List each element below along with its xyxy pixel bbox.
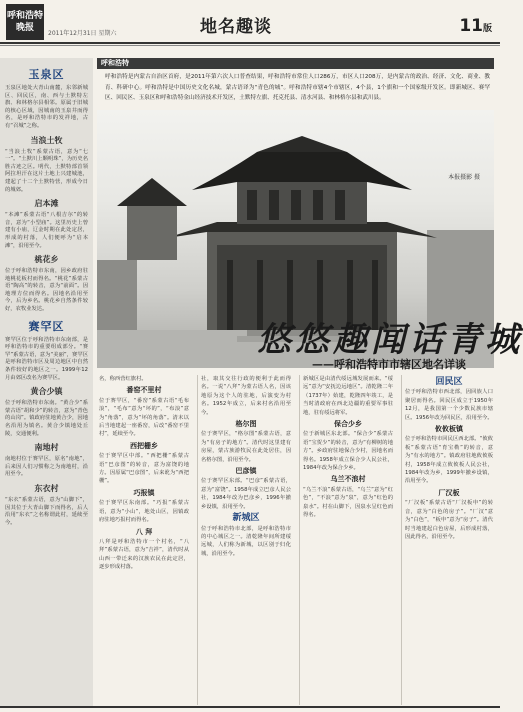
column-divider [299, 375, 300, 705]
column-paragraph: 位于赛罕区，“番窑”系蒙古语“毛布浪”，“毛布”意为“坏的”，“布浪”意为“角落”，意为“坏的角落”。清末以后当地建起一座番窑，后改“番窑不里村”，延续至今。 [99, 397, 189, 438]
masthead [0, 0, 500, 46]
subheadline: ——呼和浩特市市辖区地名详谈 [312, 358, 466, 371]
column-paragraph: 位于赛罕区东部。“巴彦”系蒙古语，意为“富饶”。1958年成立巴彦人民公社，1984年改为巴彦乡，1996年撤乡设镇，沿用至今。 [201, 478, 291, 510]
temple-photo [97, 110, 523, 371]
sidebar-entry [5, 66, 88, 131]
sidebar-entry [5, 483, 88, 527]
sidebar-entry-text: 位于呼和浩特市东南，因乡政府驻地桃花板村而得名。“桃花”系蒙古语“陶高”的转音，意为“前面”。因地理方位而得名。因地名沿用至今，后为乡名。桃花乡自然条件较好，农牧业发达。 [5, 268, 88, 313]
column-paragraph: 位于赛罕区，“格尔图”系蒙古语，意为“有房子的地方”。清代时这里建有房屋，蒙古族游牧民在此处居住，因名格尔图，沿用至今。 [201, 431, 291, 463]
text-column [99, 375, 189, 706]
column-paragraph: 社，取其交往行政的便利于此而得名。一说“八拜”为蒙古语人名，因该地原为这个人的驻地，后演变为村名。1952年成立，后来村名沿用至今。 [201, 376, 291, 416]
column-paragraph: 位于赛罕区中部。“西把栅”系蒙古语“巴彦图”的转音，意为富饶的地方。因原属“巴彦图”，后来讹为“西把栅”。 [99, 453, 189, 485]
column-subheading: 西把栅乡 [130, 440, 158, 450]
sidebar-entry-title: 启本滩 [34, 198, 59, 209]
photo-credit: 本报摄影 摄 [448, 174, 480, 181]
sidebar-entry-title: 桃花乡 [34, 254, 59, 265]
column-paragraph: 位于呼和浩特市回民区西北部。“攸攸板”系蒙古语“育宝勒”的转音，意为“有水的地方”。镇政府驻地攸攸板村，1958年成立攸攸板人民公社，1984年改为乡，1999年撤乡设镇，沿用至今。 [405, 436, 493, 485]
sidebar-entry [5, 318, 88, 383]
column-paragraph: “厂汉板”系蒙古语“厂汉板申”的转音，意为“白色的房子”。“厂汉”意为“白色”，“板申”意为“房子”。清代时当地建起白色房屋，后形成村落，因此得名，沿用至今。 [405, 500, 493, 540]
sidebar-entry [5, 442, 88, 479]
column-paragraph: 位于呼和浩特市西北部，因回族人口聚居而得名。回民区成立于1950年12月，是我国第一个少数民族市辖区。1956年改为回民区，沿用至今。 [405, 389, 493, 421]
top-rule [0, 42, 500, 44]
sidebar-entry-title: 南地村 [34, 442, 59, 453]
lead-paragraph: 呼和浩特是内蒙古自治区首府，是2011年第六次人口普查结果，呼和浩特市常住人口286万，市区人口208万，是内蒙古的政治、经济、文化、商业、教育、科研中心。呼和浩特是中国历史文化名城，蒙古语译为“青色的城”。呼和浩特市辖4个市辖区，4个县，1个旗和一个国家级开发区。即新城区、赛罕区、回民区、玉泉区和呼和浩特金山经济技术开发区，土默特左旗、托克托县、清水河县、和林格尔县和武川县。 [105, 74, 490, 101]
column-paragraph: “乌兰不浪”系蒙古语，“乌兰”意为“红色”，“不浪”意为“泉”，意为“红色的泉水”。村在山脚下，因泉水呈红色而得名。 [303, 486, 393, 519]
page-number-suffix: 版 [482, 24, 492, 34]
column-subheading: 巴彦镇 [235, 466, 257, 476]
column-paragraph: 位于新城区东北部。“保合少”系蒙古语“宝贺少”的转音，意为“有柳树的地方”。乡政府驻地保合少村，因地名而得名。1958年成立保合少人民公社，1984年改为保合少乡。 [303, 431, 393, 472]
newspaper-logo: 呼和浩特晚报 [6, 4, 44, 40]
page-number-value: 11 [459, 16, 483, 36]
issue-date: 2011年12月31日 星期六 [48, 30, 117, 37]
column-subheading: 巧报镇 [133, 487, 155, 497]
sidebar-entry [5, 135, 88, 195]
sidebar-entry-title: 玉泉区 [28, 68, 65, 81]
column-paragraph: 名，称西营红旗村。 [99, 376, 147, 382]
sidebar-entry [5, 386, 88, 438]
sidebar-entry-text: 赛罕区位于呼和浩特市东南部，是呼和浩特市的重要组成部分。“赛罕”系蒙古语，意为“美丽”，赛罕区是呼和浩特市区及周边地区中自然条件较好的地区之一。1999年12月由郊区改名为赛罕区。 [5, 336, 88, 381]
sidebar-entry-title: 东衣村 [34, 482, 59, 493]
sidebar-entry-text: “东衣”系蒙古语，意为“山脚下”，因其位于大青山脚下而得名，后人沿用“东衣”之名称谓此村，延续至今。 [5, 496, 88, 526]
page-number [459, 16, 492, 36]
sidebar-entry-text: “当浪土牧”系蒙古语，意为“七一”。“土默川上颗明珠”，为历史名胜古迹之区。明代，土默特部首领阿拉坦汗在这片土地上兴建城池，建起了十二个土默特营，形成今日的城郊。 [5, 148, 88, 193]
column-paragraph: 位于赛罕区东南部。“巧报”系蒙古语，意为“小山”，地处山区，因镇政府驻地巧报村而得名。 [99, 500, 189, 524]
sidebar-entry-title: 黄合少镇 [30, 386, 63, 397]
column-subheading: 厂汉板 [438, 487, 460, 497]
bottom-rule [0, 706, 500, 708]
column-paragraph: 新城区是由清代绥远城发展而来。“绥远”意为“安抚边远地区”。清乾隆二年（1737年）始建，乾隆四年竣工，是当时清政府在西北边疆的重要军事驻地，驻有绥远将军。 [303, 376, 393, 416]
column-subheading: 回民区 [435, 377, 463, 387]
column-paragraph: 八拜是呼和浩特市一个村名，“八拜”系蒙古语，意为“吉祥”，清代时从山西一带迁来的汉族农民在此定居，逐步形成村落。 [99, 538, 189, 571]
column-subheading: 新城区 [232, 513, 260, 524]
main-headline: 悠悠趣闻话青城 [257, 320, 523, 360]
sidebar-entry-title: 当浪土牧 [30, 134, 63, 145]
column-paragraph: 位于呼和浩特市北部，是呼和浩特市的中心城区之一。清乾隆年间所建绥远城，人们称为新城，以区别于归化城，沿用至今。 [201, 525, 291, 557]
sidebar-entry-text: 位于呼和浩特市东南。“黄合少”系蒙古语“胡和少”的转音，意为“青色的山岗”。镇政府驻地黄合少，因地名沿用为镇名。黄合少镇地处丘陵，交通便利。 [5, 400, 88, 437]
left-sidebar [0, 58, 93, 706]
column-divider [197, 375, 198, 705]
sidebar-entry-text: 南地村位于赛罕区，原名“南地”，后来因人们习惯称之为南地村，沿用至今。 [5, 456, 88, 478]
lead-header: 呼和浩特 [97, 58, 494, 69]
column-subheading: 乌兰不浪村 [330, 474, 366, 484]
column-subheading: 保合少乡 [334, 419, 362, 429]
sidebar-entry [5, 254, 88, 314]
text-column [405, 375, 493, 706]
text-column [201, 375, 291, 706]
sidebar-entry-title: 赛罕区 [28, 319, 65, 333]
column-subheading: 攸攸板镇 [435, 424, 463, 434]
column-subheading: 格尔图 [235, 419, 257, 429]
sidebar-entry-text: “本滩”系蒙古语“八根吉尔”的转音，意为“小型庙”。这里历史上曾建有小庙，辽金时期在此处定居，形成的村落，人们便呼为“启本滩”，沿用至今。 [5, 212, 88, 249]
column-subheading: 番窑不里村 [126, 385, 162, 395]
sidebar-entry [5, 198, 88, 250]
sidebar-entry-text: 玉泉区地处大青山南麓，东邻新城区、回民区，南、西与土默特左旗、和林格尔县相邻。原属于旧城的核心区域，因城南的玉泉井而得名，是呼和浩特市的发祥地，古有“召城”之称。 [5, 85, 88, 129]
column-divider [401, 375, 402, 705]
text-column [303, 375, 393, 706]
top-rule-thin [0, 45, 500, 46]
column-subheading: 八 拜 [135, 526, 153, 536]
section-title: 地名趣谈 [200, 17, 272, 37]
